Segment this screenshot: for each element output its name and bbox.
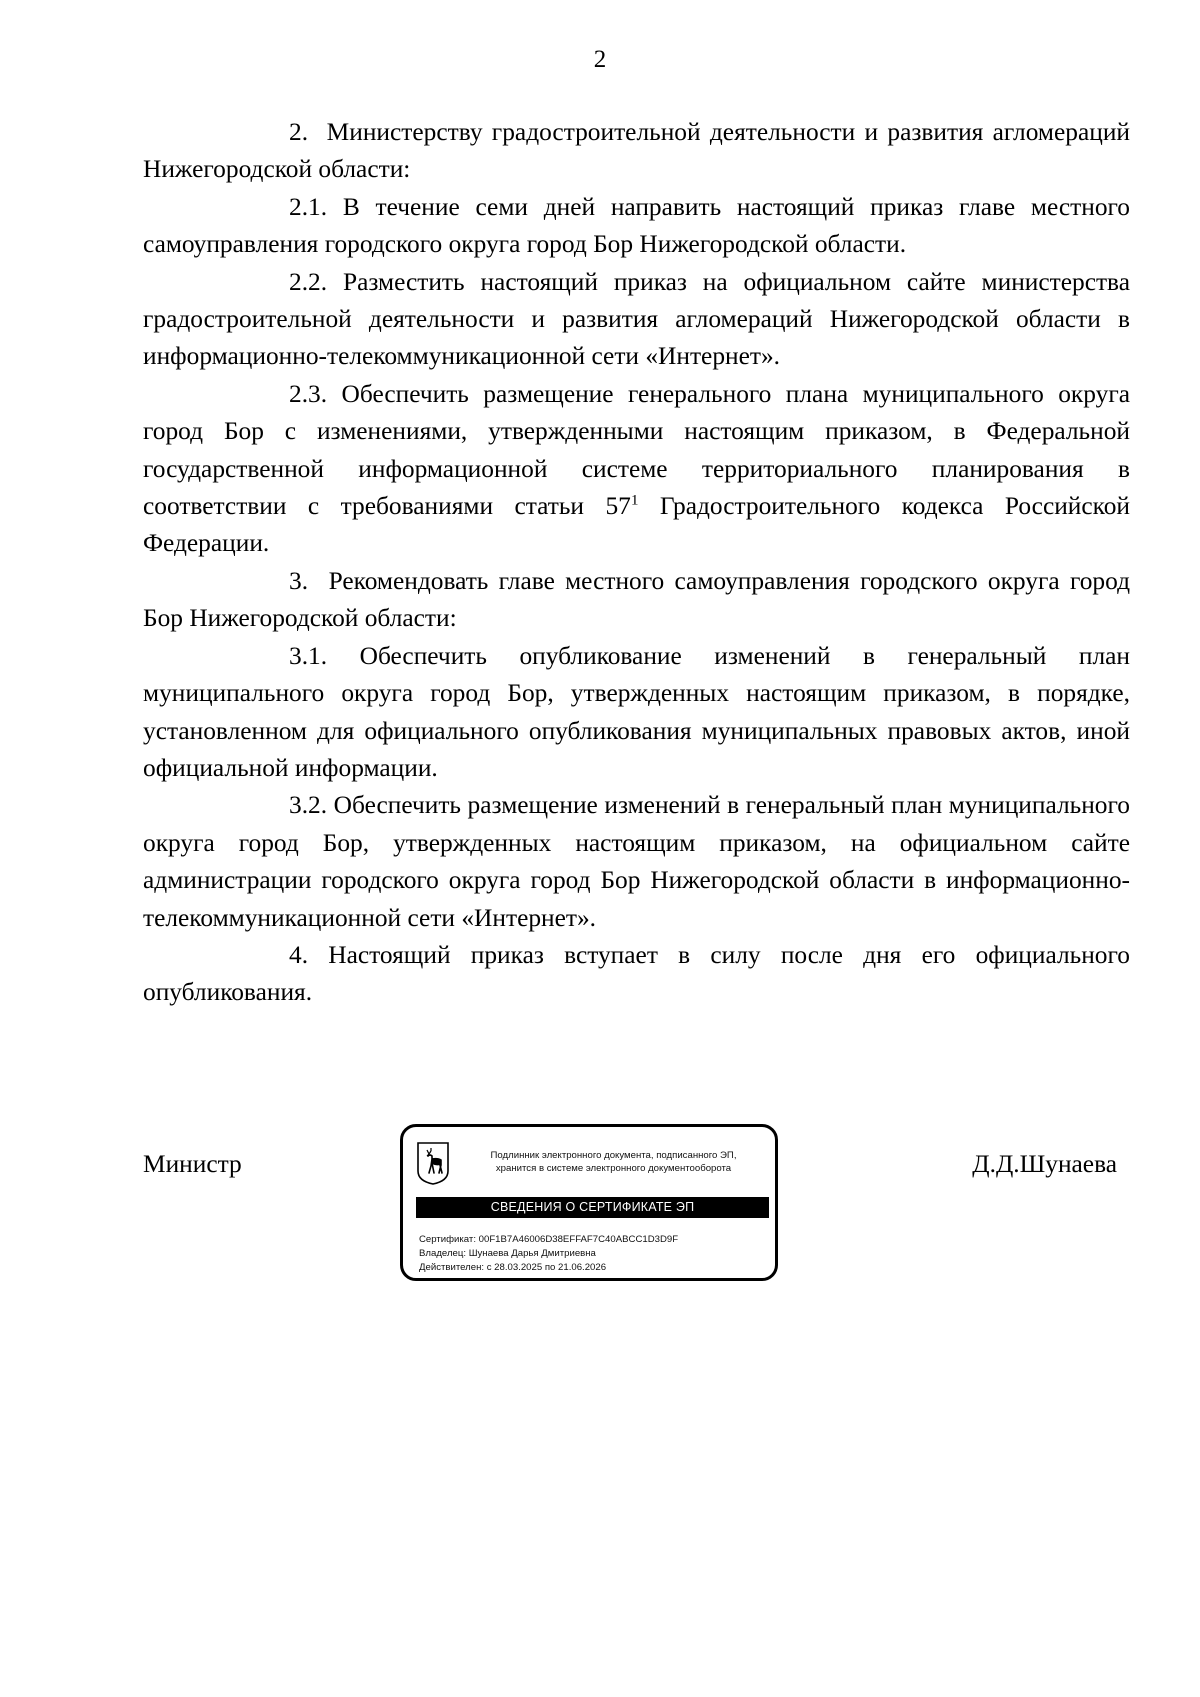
signatory-name: Д.Д.Шунаева [972, 1150, 1117, 1178]
stamp-certificate-details [419, 1233, 769, 1275]
signatory-position: Министр [143, 1150, 242, 1178]
paragraph-number: 3. [289, 566, 309, 595]
electronic-signature-stamp [400, 1124, 778, 1281]
stamp-header-line: хранится в системе электронного документооборота [495, 1163, 732, 1174]
paragraph-2-3 [143, 376, 1130, 563]
paragraph-number: 2.1. [289, 192, 328, 221]
stamp-header [461, 1149, 766, 1175]
coat-of-arms-deer-icon [416, 1141, 450, 1185]
paragraph-text: Министерству градостроительной деятельности и развития агломераций Нижегородской области: [143, 118, 1130, 184]
page-number: 2 [593, 46, 607, 73]
paragraph-3-1 [143, 638, 1130, 788]
paragraph-number: 3.2. [289, 791, 328, 820]
paragraph-text: Настоящий приказ вступает в силу после дня его официального опубликования. [143, 940, 1130, 1007]
paragraph-number: 4. [289, 940, 309, 969]
paragraph-3-2 [143, 787, 1130, 937]
paragraph-2 [143, 114, 1130, 189]
paragraph-text: Обеспечить размещение изменений в генеральный план муниципального округа город Бор, утвержденных настоящим приказом, на официальном сайте администрации городского округа город Бор Нижегородской области в информационно-телекоммуникационной сети «Интернет». [143, 791, 1130, 932]
paragraph-number: 2. [289, 118, 309, 146]
certificate-validity: Действителен: с 28.03.2025 по 21.06.2026 [419, 1262, 607, 1273]
stamp-header-line: Подлинник электронного документа, подписанного ЭП, [490, 1150, 737, 1161]
paragraph-text: Разместить настоящий приказ на официальном сайте министерства градостроительной деятельности и развития агломераций Нижегородской области в информационно-телекоммуникационной сети «Интернет». [143, 267, 1130, 371]
paragraph-number: 2.3. [289, 379, 328, 408]
certificate-owner: Владелец: Шунаева Дарья Дмитриевна [419, 1248, 596, 1259]
paragraph-text: В течение семи дней направить настоящий приказ главе местного самоуправления городского округа город Бор Нижегородской области. [143, 192, 1130, 259]
paragraph-text: Обеспечить опубликование изменений в генеральный план муниципального округа город Бор, утвержденных настоящим приказом, в порядке, установленном для официального опубликования муниципальных правовых актов, иной официальной информации. [143, 641, 1130, 782]
stamp-title-bar: СВЕДЕНИЯ О СЕРТИФИКАТЕ ЭП [416, 1197, 769, 1218]
superscript-mark: 1 [630, 491, 639, 509]
paragraph-number: 3.1. [289, 641, 328, 670]
document-body [143, 114, 1130, 1012]
paragraph-3 [143, 563, 1130, 638]
paragraph-2-1 [143, 189, 1130, 264]
paragraph-text: Обеспечить размещение генерального плана муниципального округа город Бор с изменениями, утвержденными настоящим приказом, в Федеральной государственной информационной системе территориального планирования в соответствии с требованиями статьи 57 [143, 379, 1131, 521]
paragraph-2-2 [143, 264, 1130, 376]
paragraph-number: 2.2. [289, 267, 328, 296]
certificate-number: Сертификат: 00F1B7A46006D38EFFAF7C40ABCC1D3D9F [419, 1234, 679, 1245]
paragraph-text-continued: Градостроительного кодекса Российской Федерации. [143, 492, 1130, 558]
paragraph-4 [143, 937, 1130, 1012]
paragraph-text: Рекомендовать главе местного самоуправления городского округа город Бор Нижегородской области: [143, 566, 1130, 633]
